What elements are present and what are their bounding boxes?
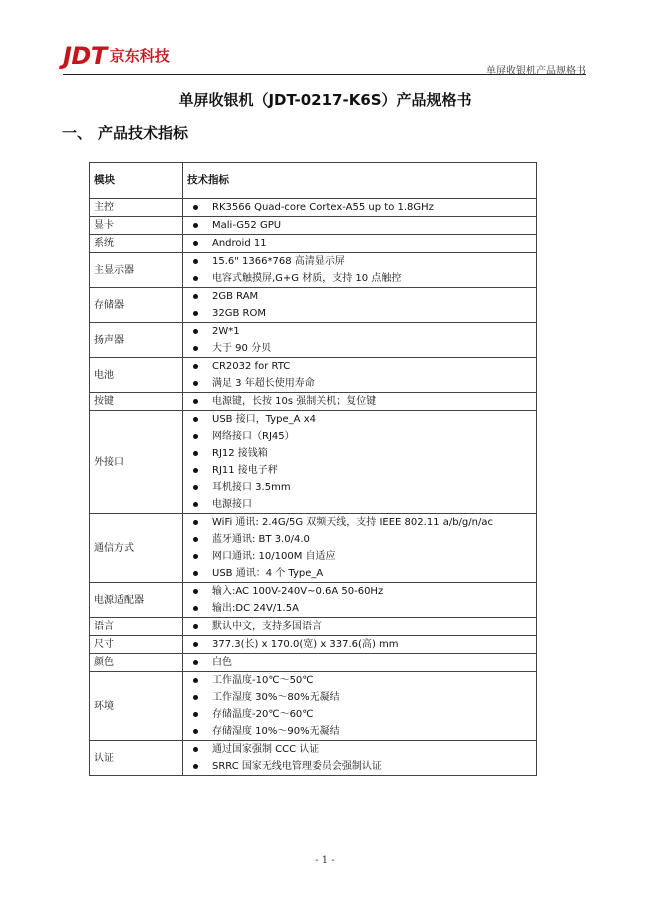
table-row <box>90 411 537 514</box>
spec-table <box>89 162 537 776</box>
spec-item: SRRC 国家无线电管理委员会强制认证 <box>187 758 532 775</box>
row-module: 环境 <box>90 672 183 741</box>
row-spec <box>183 199 537 217</box>
spec-list <box>187 323 532 357</box>
table-row <box>90 618 537 636</box>
row-spec <box>183 514 537 583</box>
section-number: 一、 <box>62 124 93 142</box>
row-module: 按键 <box>90 393 183 411</box>
table-row <box>90 217 537 235</box>
spec-item: 通过国家强制 CCC 认证 <box>187 741 532 758</box>
document-title: 单屏收银机（JDT-0217-K6S）产品规格书 <box>178 91 472 109</box>
section-title: 产品技术指标 <box>98 124 189 142</box>
row-module: 认证 <box>90 741 183 776</box>
row-spec <box>183 672 537 741</box>
table-row <box>90 672 537 741</box>
logo-chinese: 京东科技 <box>109 47 170 65</box>
spec-item: 输入:AC 100V-240V~0.6A 50-60Hz <box>187 583 532 600</box>
spec-item: 白色 <box>187 654 532 671</box>
header-module: 模块 <box>90 163 183 199</box>
row-spec <box>183 253 537 288</box>
row-module: 尺寸 <box>90 636 183 654</box>
spec-item: 蓝牙通讯: BT 3.0/4.0 <box>187 531 532 548</box>
table-row <box>90 323 537 358</box>
spec-item: WiFi 通讯: 2.4G/5G 双频天线，支持 IEEE 802.11 a/b/g/n/ac <box>187 514 532 531</box>
row-spec <box>183 288 537 323</box>
table-row <box>90 636 537 654</box>
row-spec <box>183 618 537 636</box>
spec-item: 电源接口 <box>187 496 532 513</box>
row-module: 显卡 <box>90 217 183 235</box>
row-module: 存储器 <box>90 288 183 323</box>
spec-item: USB 通讯：4 个 Type_A <box>187 565 532 582</box>
row-module: 颜色 <box>90 654 183 672</box>
table-row <box>90 514 537 583</box>
spec-item: 工作湿度 30%～80%无凝结 <box>187 689 532 706</box>
row-spec <box>183 393 537 411</box>
spec-list <box>187 393 532 410</box>
row-spec <box>183 411 537 514</box>
spec-list <box>187 253 532 287</box>
row-module: 外接口 <box>90 411 183 514</box>
row-module: 语言 <box>90 618 183 636</box>
spec-item: 15.6" 1366*768 高清显示屏 <box>187 253 532 270</box>
row-spec <box>183 583 537 618</box>
table-row <box>90 235 537 253</box>
spec-list <box>187 514 532 582</box>
page-number: - 1 - <box>315 855 335 866</box>
spec-item: RJ12 接钱箱 <box>187 445 532 462</box>
logo-latin: JDT <box>63 42 107 70</box>
spec-item: RK3566 Quad-core Cortex-A55 up to 1.8GHz <box>187 199 532 216</box>
table-row <box>90 288 537 323</box>
row-spec <box>183 235 537 253</box>
spec-item: 满足 3 年超长使用寿命 <box>187 375 532 392</box>
spec-item: 大于 90 分贝 <box>187 340 532 357</box>
spec-item: Mali-G52 GPU <box>187 217 532 234</box>
spec-item: Android 11 <box>187 235 532 252</box>
spec-item: 工作温度-10℃～50℃ <box>187 672 532 689</box>
row-module: 系统 <box>90 235 183 253</box>
row-module: 通信方式 <box>90 514 183 583</box>
row-module: 扬声器 <box>90 323 183 358</box>
spec-item: 2GB RAM <box>187 288 532 305</box>
spec-item: 存储湿度 10%～90%无凝结 <box>187 723 532 740</box>
spec-item: 默认中文，支持多国语言 <box>187 618 532 635</box>
spec-list <box>187 199 532 216</box>
row-spec <box>183 217 537 235</box>
row-spec <box>183 636 537 654</box>
row-module: 主控 <box>90 199 183 217</box>
spec-item: 存储温度-20℃～60℃ <box>187 706 532 723</box>
spec-item: 耳机接口 3.5mm <box>187 479 532 496</box>
spec-item: 电容式触摸屏,G+G 材质，支持 10 点触控 <box>187 270 532 287</box>
spec-list <box>187 636 532 653</box>
spec-item: 输出:DC 24V/1.5A <box>187 600 532 617</box>
table-row <box>90 199 537 217</box>
spec-list <box>187 654 532 671</box>
row-spec <box>183 654 537 672</box>
spec-item: 2W*1 <box>187 323 532 340</box>
table-row <box>90 393 537 411</box>
spec-list <box>187 741 532 775</box>
spec-list <box>187 583 532 617</box>
row-spec <box>183 741 537 776</box>
row-module: 电源适配器 <box>90 583 183 618</box>
table-row <box>90 583 537 618</box>
spec-item: 377.3(长) x 170.0(宽) x 337.6(高) mm <box>187 636 532 653</box>
spec-list <box>187 217 532 234</box>
spec-list <box>187 288 532 322</box>
table-row <box>90 654 537 672</box>
spec-list <box>187 235 532 252</box>
header-spec: 技术指标 <box>183 163 537 199</box>
spec-item: CR2032 for RTC <box>187 358 532 375</box>
spec-list <box>187 618 532 635</box>
spec-list <box>187 672 532 740</box>
table-header-row <box>90 163 537 199</box>
table-row <box>90 253 537 288</box>
spec-list <box>187 358 532 392</box>
row-spec <box>183 323 537 358</box>
spec-item: 网口通讯: 10/100M 自适应 <box>187 548 532 565</box>
spec-item: USB 接口，Type_A x4 <box>187 411 532 428</box>
table-row <box>90 358 537 393</box>
jdt-logo <box>63 44 170 68</box>
spec-item: 32GB ROM <box>187 305 532 322</box>
header-doc-name: 单屏收银机产品规格书 <box>486 66 586 77</box>
section-heading <box>62 122 188 143</box>
row-spec <box>183 358 537 393</box>
spec-item: 网络接口（RJ45） <box>187 428 532 445</box>
row-module: 主显示器 <box>90 253 183 288</box>
row-module: 电池 <box>90 358 183 393</box>
spec-item: 电源键，长按 10s 强制关机；复位键 <box>187 393 532 410</box>
page-header <box>63 44 586 75</box>
spec-item: RJ11 接电子秤 <box>187 462 532 479</box>
table-row <box>90 741 537 776</box>
spec-list <box>187 411 532 513</box>
